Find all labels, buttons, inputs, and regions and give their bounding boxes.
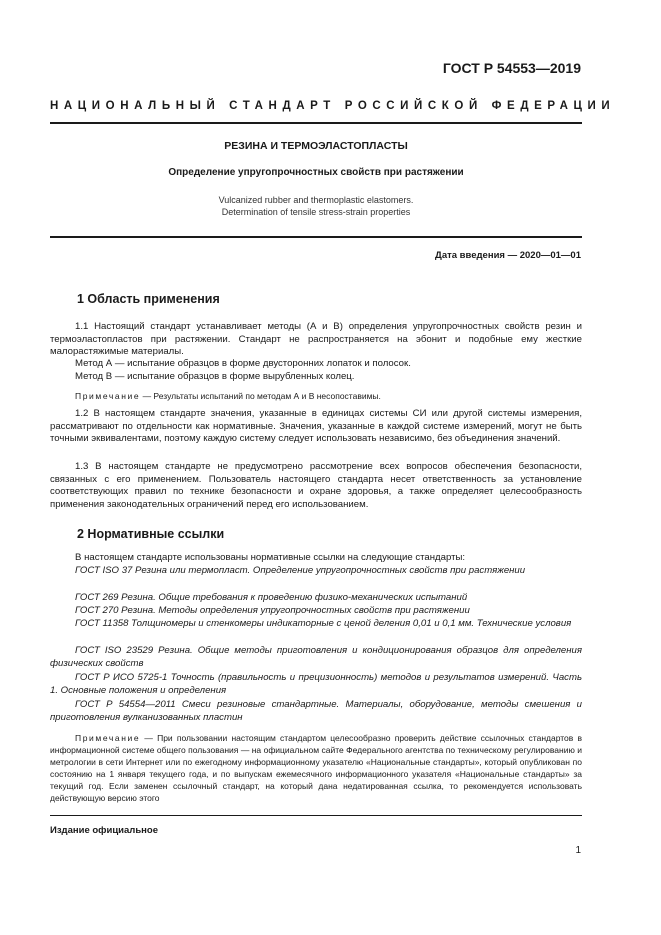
reference-item: ГОСТ ISO 23529 Резина. Общие методы приготовления и кондиционирования образцов для определения физических свойств <box>50 645 582 669</box>
official-edition-label: Издание официальное <box>50 825 158 836</box>
document-code: ГОСТ Р 54553—2019 <box>442 60 581 76</box>
note-2 <box>50 732 582 804</box>
note-label: Примечание <box>75 733 141 743</box>
reference-item: ГОСТ 11358 Толщиномеры и стенкомеры индикаторные с ценой деления 0,01 и 0,1 мм. Технические условия <box>75 618 572 629</box>
title-divider <box>50 236 582 238</box>
reference-item: ГОСТ 269 Резина. Общие требования к проведению физико-механических испытаний <box>75 592 468 603</box>
references-intro: В настоящем стандарте использованы нормативные ссылки на следующие стандарты: <box>75 552 466 563</box>
note-text: — При пользовании настоящим стандартом целесообразно проверить действие ссылочных стандартов в информационной системе общего пользования — на официальном сайте Федерального агентства по техническому регулированию и метрологии в сети Интернет или по ежегодному информационному указателю «Национальные стандарты», который опубликован по состоянию на 1 января текущего года, и по выпускам ежемесячного информационного указателя «Национальные стандарты» за текущий год. Если заменен ссылочный стандарт, на который дана недатированная ссылка, то рекомендуется использовать действующую версию этого <box>50 733 582 803</box>
note-label: Примечание <box>75 391 141 401</box>
english-title-line1: Vulcanized rubber and thermoplastic elastomers. <box>218 195 414 205</box>
paragraph-1-1: 1.1 Настоящий стандарт устанавливает методы (А и В) определения упругопрочностных свойств резин и термоэластопластов при растяжении. Стандарт не распространяется на эбонит и подобные ему жесткие малорастяжимые материалы. <box>50 321 582 357</box>
standard-title: НАЦИОНАЛЬНЫЙ СТАНДАРТ РОССИЙСКОЙ ФЕДЕРАЦИИ <box>50 100 616 112</box>
reference-item: ГОСТ 270 Резина. Методы определения упругопрочностных свойств при растяжении <box>75 605 470 616</box>
page-number: 1 <box>575 845 581 856</box>
reference-item: ГОСТ ISO 37 Резина или термопласт. Определение упругопрочностных свойств при растяжении <box>75 565 526 576</box>
introduction-date: Дата введения — 2020—01—01 <box>435 250 581 261</box>
method-a-text: Метод А — испытание образцов в форме двусторонних лопаток и полосок. <box>75 358 411 369</box>
document-subtitle: Определение упругопрочностных свойств при растяжении <box>168 167 464 178</box>
reference-item: ГОСТ Р 54554—2011 Смеси резиновые стандартные. Материалы, оборудование, методы смешения и приготовления вулканизованных пластин <box>50 699 582 723</box>
english-title-line2: Determination of tensile stress-strain properties <box>221 207 411 217</box>
note-text: — Результаты испытаний по методам А и В несопоставимы. <box>140 391 381 401</box>
paragraph-1-3: 1.3 В настоящем стандарте не предусмотрено рассмотрение всех вопросов обеспечения безопасности, связанных с его применением. Пользователь настоящего стандарта несет ответственность за установление соответствующих правил по технике безопасности и охране здоровья, а также определяет целесообразность применения законодательных ограничений перед его использованием. <box>50 461 582 510</box>
footer-divider <box>50 815 582 816</box>
section-1-heading: 1 Область применения <box>77 292 220 306</box>
document-title: РЕЗИНА И ТЕРМОЭЛАСТОПЛАСТЫ <box>224 140 408 152</box>
method-b-text: Метод В — испытание образцов в форме вырубленных колец. <box>75 371 355 382</box>
header-divider <box>50 122 582 124</box>
reference-item: ГОСТ Р ИСО 5725-1 Точность (правильность и прецизионность) методов и результатов измерений. Часть 1. Основные положения и определения <box>50 672 582 696</box>
section-2-heading: 2 Нормативные ссылки <box>77 527 225 541</box>
paragraph-1-2: 1.2 В настоящем стандарте значения, указанные в единицах системы СИ или другой системы измерения, рассматривают по отдельности как нормативные. Значения, указанные в каждой системе измерений, могут не быть точными эквивалентами, поэтому каждую систему следует использовать независимо, без объединения значений. <box>50 408 582 444</box>
note-1 <box>50 390 582 402</box>
